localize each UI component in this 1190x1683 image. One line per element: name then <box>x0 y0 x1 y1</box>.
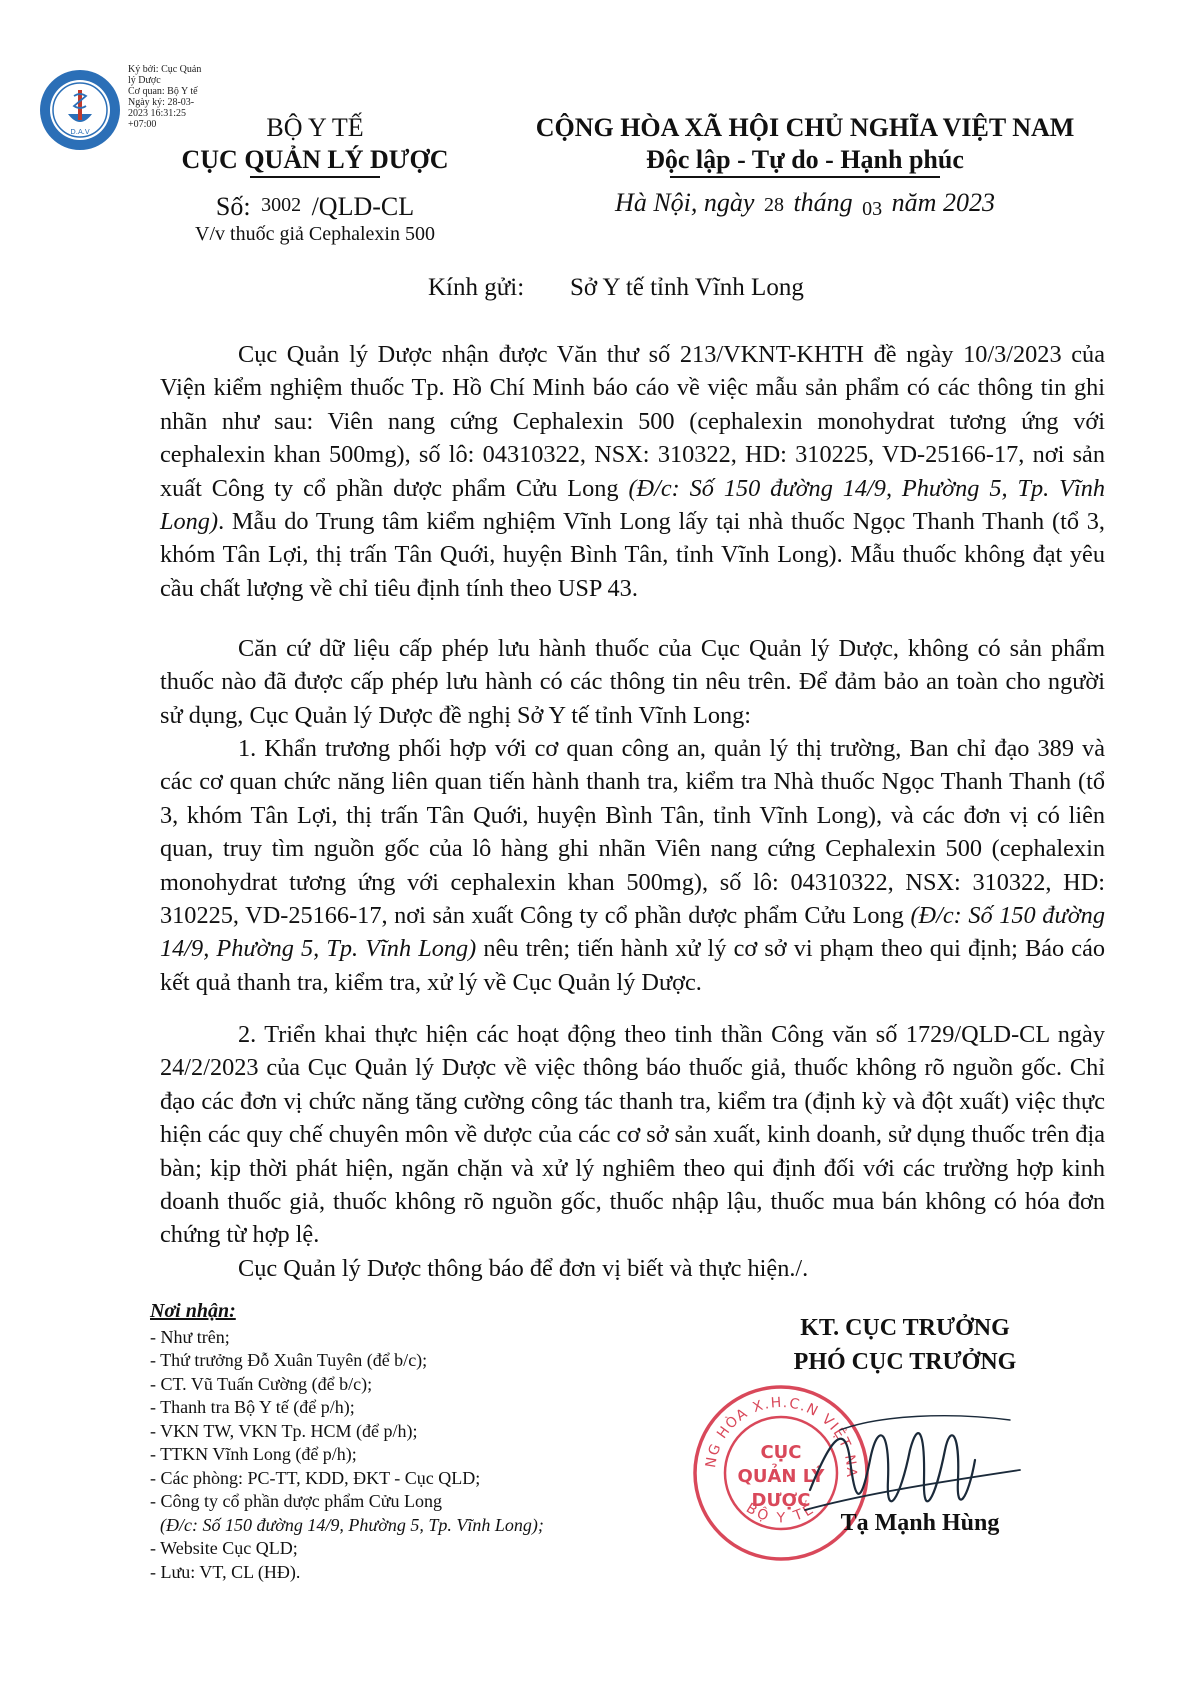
paragraph-3 <box>160 732 1105 999</box>
signer-title-2: PHÓ CỤC TRƯỞNG <box>793 1349 1017 1375</box>
ds-line: Ngày ký: 28-03- <box>128 97 195 108</box>
recipients-block <box>150 1300 650 1584</box>
recipient-item: - Các phòng: PC-TT, KDD, ĐKT - Cục QLD; <box>150 1467 481 1488</box>
national-motto: Độc lập - Tự do - Hạnh phúc <box>646 145 964 174</box>
motto-underline <box>670 176 940 178</box>
department-name: CỤC QUẢN LÝ DƯỢC <box>181 145 449 174</box>
stamp-line-1: CỤC <box>760 1442 802 1463</box>
issue-date <box>520 188 1090 224</box>
ministry-name: BỘ Y TẾ <box>266 113 364 142</box>
ds-line: 2023 16:31:25 <box>128 108 187 119</box>
stamp-line-2: QUẢN LÝ <box>737 1466 825 1487</box>
date-year: năm 2023 <box>891 188 995 217</box>
stamp-ring-top: NG HÒA X.H.C.N VIỆT NA <box>703 1394 860 1479</box>
recipient-item: - Website Cục QLD; <box>150 1538 298 1558</box>
paragraph-5: Cục Quản lý Dược thông báo để đơn vị biết và thực hiện./. <box>238 1255 809 1282</box>
recipient-item: - Như trên; <box>150 1326 230 1347</box>
country-name: CỘNG HÒA XÃ HỘI CHỦ NGHĨA VIỆT NAM <box>535 113 1075 142</box>
department-underline <box>250 176 380 178</box>
ds-line: Ký bởi: Cục Quản <box>128 64 202 75</box>
p1-text-a: Cục Quản lý Dược nhận được Văn thư số 213/VKNT-KHTH đề ngày 10/3/2023 của Viện kiểm nghiệm thuốc Tp. Hồ Chí Minh báo cáo về việc mẫu sản phẩm có các thông tin ghi nhãn như sau: Viên nang cứng Cephalexin 500 (cephalexin monohydrat tương ứng với cephalexin khan 500mg), số lô: 04310322, NSX: 310322, HD: 310225, VD-25166-17, nơi sản xuất Công ty cổ phần dược phẩm Cửu Long <box>160 341 1105 502</box>
addressee-recipient: Sở Y tế tỉnh Vĩnh Long <box>570 274 804 301</box>
department-logo <box>38 68 122 152</box>
recipient-item: - VKN TW, VKN Tp. HCM (để p/h); <box>150 1420 418 1441</box>
date-month-label: tháng <box>793 188 853 217</box>
date-prefix: Hà Nội, ngày <box>615 188 755 217</box>
addressee-label: Kính gửi: <box>428 274 525 301</box>
document-number <box>150 190 480 222</box>
date-day: 28 <box>763 194 784 216</box>
document-subject: V/v thuốc giả Cephalexin 500 <box>195 223 435 245</box>
ds-line: +07:00 <box>128 119 157 130</box>
recipients-title: Nơi nhận: <box>150 1300 236 1322</box>
recipient-item: - TTKN Vĩnh Long (để p/h); <box>150 1444 357 1464</box>
recipient-item: - Thanh tra Bộ Y tế (để p/h); <box>150 1397 355 1417</box>
p3-text-c: nêu trên; tiến hành xử lý cơ sở vi phạm theo qui định; Báo cáo kết quả thanh tra, kiểm tra, xử lý về Cục Quản lý Dược. <box>160 935 1106 996</box>
recipient-address: (Đ/c: Số 150 đường 14/9, Phường 5, Tp. Vĩnh Long); <box>160 1514 544 1535</box>
logo-text: D.A.V <box>70 128 90 136</box>
p1-address: (Đ/c: Số 150 đường 14/9, Phường 5, Tp. Vĩnh Long) <box>160 474 1106 536</box>
paragraph-1 <box>160 338 1105 605</box>
date-month: 03 <box>862 198 883 220</box>
recipient-item: - CT. Vũ Tuấn Cường (để b/c); <box>150 1373 373 1394</box>
number-suffix: /QLD-CL <box>311 192 415 221</box>
paragraph-2: Căn cứ dữ liệu cấp phép lưu hành thuốc của Cục Quản lý Dược, không có sản phẩm thuốc nào đã được cấp phép lưu hành có các thông tin nêu trên. Để đảm bảo an toàn cho người sử dụng, Cục Quản lý Dược đề nghị Sở Y tế tỉnh Vĩnh Long: <box>160 635 1105 729</box>
stamp-line-3: DƯỢC <box>751 1490 811 1511</box>
number-prefix: Số: <box>215 192 251 221</box>
paragraph-4: 2. Triển khai thực hiện các hoạt động theo tinh thần Công văn số 1729/QLD-CL ngày 24/2/2023 của Cục Quản lý Dược về việc thông báo thuốc giả, thuốc không rõ nguồn gốc. Chỉ đạo các đơn vị chức năng tăng cường công tác thanh tra, kiểm tra (định kỳ và đột xuất) việc thực hiện các quy chế chuyên môn về dược của các cơ sở sản xuất, kinh doanh, sử dụng thuốc trên địa bàn; kịp thời phát hiện, ngăn chặn và xử lý nghiêm theo qui định đối với các trường hợp kinh doanh thuốc giả, thuốc không rõ nguồn gốc, thuốc nhập lậu, thuốc mua bán không có hóa đơn chứng từ hợp lệ. <box>160 1021 1105 1249</box>
ds-line: Cơ quan: Bộ Y tế <box>128 86 198 97</box>
signer-title-1: KT. CỤC TRƯỞNG <box>800 1315 1010 1341</box>
signer-name: Tạ Mạnh Hùng <box>840 1510 1000 1536</box>
recipient-item: - Công ty cổ phần dược phẩm Cửu Long <box>150 1491 442 1511</box>
p3-text-a: 1. Khẩn trương phối hợp với cơ quan công an, quản lý thị trường, Ban chỉ đạo 389 và các cơ quan chức năng liên quan tiến hành thanh tra, kiểm tra Nhà thuốc Ngọc Thanh Thanh (tổ 3, khóm Tân Lợi, thị trấn Tân Quới, huyện Bình Tân, tỉnh Vĩnh Long), và các đơn vị có liên quan, truy tìm nguồn gốc của lô hàng ghi nhãn Viên nang cứng Cephalexin 500 (cephalexin monohydrat tương ứng với cephalexin khan 500mg), số lô: 04310322, NSX: 310322, HD: 310225, VD-25166-17, nơi sản xuất Công ty cổ phần dược phẩm Cửu Long <box>160 735 1105 930</box>
recipient-item: - Thứ trưởng Đỗ Xuân Tuyên (để b/c); <box>150 1350 428 1370</box>
recipient-item: - Lưu: VT, CL (HĐ). <box>150 1561 301 1582</box>
p3-address: (Đ/c: Số 150 đường 14/9, Phường 5, Tp. Vĩnh Long) <box>160 902 1105 963</box>
p1-text-c: . Mẫu do Trung tâm kiểm nghiệm Vĩnh Long lấy tại nhà thuốc Ngọc Thanh Thanh (tổ 3, khóm Tân Lợi, thị trấn Tân Quới, huyện Bình Tân, tỉnh Vĩnh Long). Mẫu thuốc không đạt yêu cầu chất lượng về chỉ tiêu định tính theo USP 43. <box>160 508 1105 602</box>
ds-line: lý Dược <box>128 75 161 86</box>
number-value: 3002 <box>261 194 302 216</box>
stamp-ring-bottom: BỘ Y TẾ <box>743 1500 819 1527</box>
